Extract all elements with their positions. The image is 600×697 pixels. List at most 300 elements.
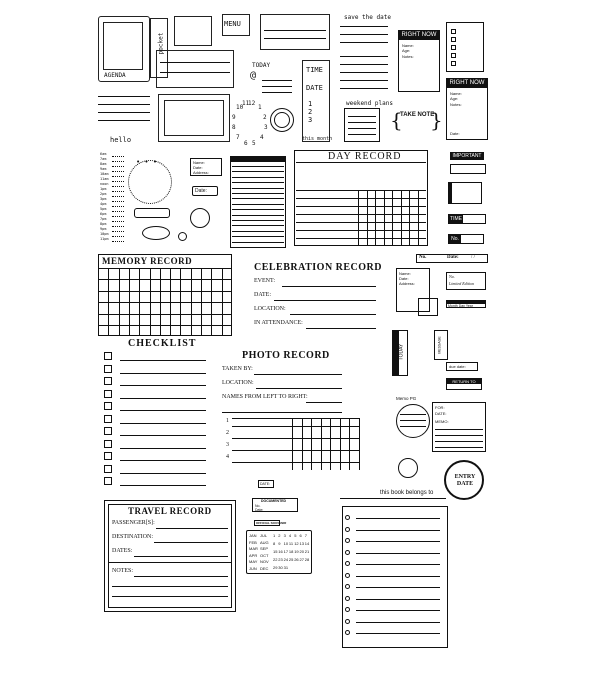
- sketch-label-agenda: AGENDA: [104, 72, 126, 79]
- schedule-time: 1pm: [100, 187, 107, 191]
- blank-tag-2: [448, 182, 482, 204]
- checklist-line[interactable]: [120, 360, 206, 361]
- memory-col: [180, 268, 181, 336]
- day-record-col: [401, 190, 402, 246]
- checkbox[interactable]: [451, 45, 456, 50]
- schedule-line: [112, 166, 124, 167]
- right-now-notes: Notes:: [402, 54, 414, 59]
- sketch-label-pocket: pocket: [157, 32, 165, 55]
- no-bar-label: No.: [419, 255, 427, 260]
- photo-row-number: 3: [226, 442, 229, 448]
- take-note-label: TAKE NOTE: [400, 112, 435, 118]
- lined-list-row: [232, 188, 284, 189]
- photo-col: [321, 418, 322, 470]
- sketch-line: [348, 128, 376, 129]
- sketch-line: [160, 72, 230, 73]
- schedule-time: 3pm: [100, 197, 107, 201]
- travel-title: TRAVEL RECORD: [128, 506, 212, 516]
- doc-no: No.: [255, 504, 261, 508]
- memo-card-line: [435, 447, 483, 448]
- memo-card-line: [435, 441, 483, 442]
- this-book-line[interactable]: [340, 498, 446, 499]
- calendar-day: 16: [278, 549, 283, 554]
- calendar-month: MAR: [249, 546, 258, 551]
- calendar-day: 2: [278, 533, 281, 538]
- notes-line[interactable]: [134, 576, 228, 577]
- schedule-line: [112, 231, 124, 232]
- checklist-checkbox[interactable]: [104, 477, 112, 485]
- sketch-label-today: TODAY: [252, 62, 271, 69]
- memory-col: [222, 268, 223, 336]
- memo-pg-label: Memo PG: [396, 396, 417, 401]
- schedule-time: 10pm: [100, 232, 109, 236]
- memory-col: [201, 268, 202, 336]
- notebook-line[interactable]: [356, 622, 440, 623]
- celebration-field-label: EVENT:: [254, 278, 276, 284]
- notebook-line[interactable]: [356, 610, 440, 611]
- checklist-checkbox[interactable]: [104, 365, 112, 373]
- dates-line[interactable]: [134, 556, 228, 557]
- celebration-field-line[interactable]: [282, 286, 376, 287]
- checklist-checkbox[interactable]: [104, 352, 112, 360]
- calendar-day: 6: [299, 533, 302, 538]
- checklist-line[interactable]: [120, 435, 206, 436]
- schedule-time: 2pm: [100, 192, 107, 196]
- calendar-month: APR: [249, 552, 258, 558]
- date-stamp: [258, 480, 274, 488]
- calendar-day: 24: [283, 557, 289, 562]
- sketch-label-this-month: this month: [302, 136, 333, 142]
- checkbox[interactable]: [451, 29, 456, 34]
- photo-row-line: [232, 418, 360, 419]
- notebook-hole: [345, 515, 350, 520]
- checklist-line[interactable]: [120, 398, 206, 399]
- notes-label: NOTES:: [112, 568, 133, 574]
- sketch-line: [340, 56, 388, 57]
- sketch-line: [98, 96, 150, 97]
- bracket-tag: [134, 208, 170, 218]
- checklist-line[interactable]: [120, 448, 206, 449]
- dates-label: DATES:: [112, 548, 133, 554]
- clock-number: 9: [232, 114, 236, 121]
- schedule-line: [112, 196, 124, 197]
- schedule-line: [112, 186, 124, 187]
- gauge-icon: [190, 208, 210, 228]
- checklist-line[interactable]: [120, 473, 206, 474]
- calendar-day: 14: [304, 541, 310, 546]
- memory-col: [170, 268, 171, 336]
- limited-edition-card: [446, 272, 486, 290]
- time-tag-label: TIME: [450, 216, 462, 222]
- date-tag: [192, 186, 218, 196]
- schedule-time: 11am: [100, 177, 109, 181]
- checklist-checkbox[interactable]: [104, 390, 112, 398]
- checklist-title: CHECKLIST: [128, 338, 197, 349]
- checkbox[interactable]: [451, 53, 456, 58]
- day-record-col: [358, 190, 359, 246]
- no-tag-label: No.: [449, 235, 461, 243]
- oval-tag: [142, 226, 170, 240]
- day-record-col: [375, 190, 376, 246]
- day-record-row: [296, 222, 426, 223]
- calendar-day: 21: [304, 549, 310, 554]
- celebration-title: CELEBRATION RECORD: [254, 262, 382, 273]
- official-souvenir-label: OFFICIAL SOUVENIR: [256, 521, 287, 525]
- checklist-line[interactable]: [120, 485, 206, 486]
- calendar-day: 20: [299, 549, 304, 554]
- sketch-line: [340, 34, 388, 35]
- schedule-time: 11pm: [100, 237, 109, 241]
- calendar-month: FEB: [249, 539, 257, 545]
- calendar-month: SEP: [260, 546, 269, 551]
- lined-card: [418, 298, 438, 316]
- right-now-title: RIGHT NOW: [399, 31, 439, 40]
- memo-label: MEMO:: [435, 419, 449, 424]
- blank-tag: [450, 164, 486, 174]
- schedule-time: 10am: [100, 172, 109, 176]
- return-to-tag: [446, 378, 482, 390]
- celebration-field-label: IN ATTENDANCE:: [254, 320, 303, 326]
- photo-col: [349, 418, 350, 470]
- memory-col: [108, 268, 109, 336]
- notebook-hole: [345, 527, 350, 532]
- photo-col: [359, 418, 360, 470]
- checklist-checkbox[interactable]: [104, 415, 112, 423]
- photo-row-line[interactable]: [232, 438, 360, 439]
- memory-col: [150, 268, 151, 336]
- card-date: Date:: [399, 276, 409, 281]
- calendar-month: JAN: [249, 533, 257, 538]
- memory-col: [119, 268, 120, 336]
- photo-row-number: 4: [226, 454, 229, 460]
- clock-number: 7: [236, 134, 240, 141]
- calendar-month: MAY: [249, 559, 258, 564]
- sketch-line: [340, 80, 388, 81]
- schedule-line: [112, 206, 124, 207]
- right-now-title-2: RIGHT NOW: [447, 79, 487, 88]
- notes-line[interactable]: [112, 596, 228, 597]
- celebration-field-label: LOCATION:: [254, 306, 286, 312]
- lined-list-row: [232, 177, 284, 178]
- memo-circle-line: [400, 426, 426, 427]
- schedule-time: 8am: [100, 162, 107, 166]
- calendar-day: 25: [288, 557, 294, 562]
- notebook-hole: [345, 619, 350, 624]
- checklist-checkbox[interactable]: [104, 377, 112, 385]
- lined-list-row: [232, 215, 284, 216]
- schedule-line: [112, 181, 124, 182]
- clock-number: 10: [236, 104, 244, 111]
- names-line[interactable]: [306, 402, 342, 403]
- lined-list: [230, 156, 286, 248]
- right-now-notes-2: Notes:: [450, 102, 462, 107]
- checklist-checkbox[interactable]: [104, 427, 112, 435]
- note-card: [344, 108, 380, 142]
- notebook-line[interactable]: [356, 530, 440, 531]
- notebook-hole: [345, 630, 350, 635]
- travel-divider: [108, 562, 232, 563]
- limited-no: No.: [449, 274, 455, 279]
- mdy-label: Month Day Year: [448, 304, 473, 308]
- calendar-day: 30: [278, 565, 283, 570]
- clock-number: 2: [263, 114, 267, 121]
- sketch-line: [262, 86, 292, 87]
- for-label: FOR:: [435, 405, 445, 410]
- notebook-line[interactable]: [356, 576, 440, 577]
- schedule-time: 9pm: [100, 227, 107, 231]
- date-slashes: / /: [471, 255, 476, 260]
- lined-list-row: [232, 182, 284, 183]
- celebration-field-line[interactable]: [274, 300, 376, 301]
- passengers-label: PASSENGER[S]:: [112, 520, 155, 526]
- photo-row-line[interactable]: [232, 462, 360, 463]
- clock-number: 6: [244, 140, 248, 147]
- no-tag: [448, 234, 484, 244]
- notebook-hole: [345, 596, 350, 601]
- sketch-label-time: TIME: [306, 66, 323, 74]
- notebook-line[interactable]: [356, 587, 440, 588]
- destination-line[interactable]: [154, 542, 228, 543]
- checklist-line[interactable]: [120, 373, 206, 374]
- schedule-line: [112, 226, 124, 227]
- day-record-row: [296, 206, 426, 207]
- sketch-line: [340, 26, 388, 27]
- lined-list-row: [232, 209, 284, 210]
- lined-list-row: [232, 171, 284, 172]
- no-date-bar: [416, 254, 488, 263]
- date-for-label: DATE:: [435, 411, 447, 416]
- day-record-rule: [296, 190, 426, 191]
- entry-date-label: ENTRY DATE: [454, 474, 476, 487]
- memory-record-title: MEMORY RECORD: [102, 256, 193, 266]
- schedule-line: [112, 216, 124, 217]
- notebook-line[interactable]: [356, 633, 440, 634]
- notebook-hole: [345, 561, 350, 566]
- message-tag: [434, 330, 448, 360]
- names-line-2[interactable]: [222, 412, 342, 413]
- clock-number: 4: [260, 134, 264, 141]
- day-record-row: [296, 214, 426, 215]
- checklist-line[interactable]: [120, 460, 206, 461]
- day-record-col: [409, 190, 410, 246]
- clock-number: 11: [242, 100, 250, 107]
- lined-list-row: [232, 204, 284, 205]
- schedule-line: [112, 171, 124, 172]
- memo-card-line: [435, 429, 483, 430]
- taken-by-line[interactable]: [254, 374, 342, 375]
- today-tag: [392, 330, 408, 376]
- photo-row-line[interactable]: [232, 426, 360, 427]
- memo-card-line: [435, 435, 483, 436]
- sketch-label-menu: MENU: [224, 20, 241, 28]
- calendar-month: OCT: [260, 552, 269, 558]
- clock-number: 12: [248, 100, 256, 107]
- schedule-time: 9am: [100, 167, 107, 171]
- sketch-label-weekend: weekend plans: [346, 100, 393, 107]
- right-now-age-2: Age:: [450, 96, 459, 101]
- memory-col: [160, 268, 161, 336]
- clock-number: 5: [252, 140, 256, 147]
- sketch-line: [98, 104, 150, 105]
- photo-row-line[interactable]: [232, 450, 360, 451]
- checkbox[interactable]: [451, 61, 456, 66]
- lined-list-row: [232, 193, 284, 194]
- notebook-hole: [345, 538, 350, 543]
- sketch-line: [348, 116, 376, 117]
- brace-right: }: [430, 108, 443, 132]
- sketch-at-symbol: @: [250, 70, 257, 81]
- location-line[interactable]: [256, 388, 342, 389]
- schedule-time: noon: [100, 182, 109, 186]
- day-record-col: [384, 190, 385, 246]
- calendar-day: 26: [294, 557, 299, 562]
- checkbox[interactable]: [451, 37, 456, 42]
- schedule-line: [112, 221, 124, 222]
- schedule-line: [112, 236, 124, 237]
- date-stamp-label: DATE:: [260, 482, 271, 486]
- schedule-line: [112, 191, 124, 192]
- calendar-day: 28: [304, 557, 310, 562]
- location-label: LOCATION:: [222, 380, 254, 386]
- day-record-row: [296, 238, 426, 239]
- taken-by-label: TAKEN BY:: [222, 366, 253, 372]
- calendar-month: AUG: [260, 539, 269, 545]
- sketch-frame-inner: [103, 22, 143, 70]
- sketch-wide-frame: [260, 14, 330, 50]
- memo-circle: [396, 404, 430, 438]
- date-label: Date:: [193, 165, 203, 170]
- card-name: Name:: [399, 271, 411, 276]
- checklist-line[interactable]: [120, 385, 206, 386]
- right-now-card: [398, 30, 440, 92]
- checklist-line[interactable]: [120, 423, 206, 424]
- sketch-line: [98, 120, 150, 121]
- schedule-time: 8pm: [100, 222, 107, 226]
- passengers-line[interactable]: [156, 528, 228, 529]
- return-to-label: RETURN TO: [447, 379, 481, 384]
- time-tag: [448, 214, 486, 224]
- names-label: NAMES FROM LEFT TO RIGHT:: [222, 394, 308, 400]
- right-now-name-2: Name:: [450, 91, 462, 96]
- sketch-line: [340, 72, 388, 73]
- schedule-time: 6am: [100, 152, 107, 156]
- notebook-hole: [345, 584, 350, 589]
- lined-list-header: [231, 157, 285, 162]
- day-record-col: [418, 190, 419, 246]
- sketch-line: [264, 30, 326, 31]
- clock-sketch-large: • • •: [136, 158, 158, 166]
- day-record-col: [392, 190, 393, 246]
- day-record-col: [367, 190, 368, 246]
- calendar-month: JUN: [249, 565, 257, 571]
- calendar-month: JUL: [260, 533, 268, 538]
- sketch-frame-medium: [156, 50, 234, 88]
- calendar-day: 23: [278, 557, 283, 562]
- sketch-line: [262, 92, 292, 93]
- lined-list-row: [232, 236, 284, 237]
- schedule-line: [112, 201, 124, 202]
- photo-col: [302, 418, 303, 470]
- celebration-field-line[interactable]: [290, 314, 376, 315]
- calendar-day: 27: [299, 557, 304, 562]
- right-now-card-2: [446, 78, 488, 140]
- notebook-line[interactable]: [356, 599, 440, 600]
- notebook-line[interactable]: [356, 564, 440, 565]
- schedule-time: 7pm: [100, 217, 107, 221]
- checklist-line[interactable]: [120, 410, 206, 411]
- calendar-day: 4: [288, 533, 292, 538]
- calendar-day: 5: [294, 533, 297, 538]
- lined-list-row: [232, 198, 284, 199]
- checklist-checkbox[interactable]: [104, 402, 112, 410]
- calendar-day: 3: [283, 533, 286, 538]
- calendar-day: 9: [278, 541, 281, 546]
- sketch-frame-small: [174, 16, 212, 46]
- documented-stamp: [252, 498, 298, 512]
- day-record-row: [296, 198, 426, 199]
- lined-list-row: [232, 242, 284, 243]
- notebook-hole: [345, 550, 350, 555]
- month-day-year-bar: [446, 300, 486, 308]
- memory-col: [129, 268, 130, 336]
- calendar-day: 1: [273, 533, 276, 538]
- memory-col: [191, 268, 192, 336]
- sketch-label-save-the-date: save the date: [344, 14, 391, 21]
- name-label: Name:: [193, 160, 205, 165]
- photo-row-number: 1: [226, 418, 229, 424]
- sketch-line: [348, 134, 376, 135]
- photo-col: [330, 418, 331, 470]
- checklist-checkbox[interactable]: [104, 452, 112, 460]
- sketch-line: [340, 42, 388, 43]
- lined-list-row: [232, 225, 284, 226]
- right-now-age: Age:: [402, 48, 411, 53]
- photo-col: [292, 418, 293, 470]
- card-address: Address:: [399, 281, 415, 286]
- celebration-field-line[interactable]: [306, 328, 376, 329]
- calendar-day: 18: [288, 549, 294, 554]
- checklist-checkbox[interactable]: [104, 440, 112, 448]
- due-date-label: due date:: [449, 364, 466, 369]
- calendar-day: 15: [273, 549, 278, 554]
- date-tag-label: Date:: [195, 188, 207, 194]
- sketch-label-date: DATE: [306, 84, 323, 92]
- photo-col: [311, 418, 312, 470]
- entry-date-stamp: [444, 460, 484, 500]
- calendar-month: NOV: [260, 559, 269, 564]
- sketch-line: [160, 62, 230, 63]
- checklist-checkbox[interactable]: [104, 465, 112, 473]
- calendar-day: 22: [273, 557, 278, 562]
- photo-record-title: PHOTO RECORD: [242, 350, 330, 361]
- destination-label: DESTINATION:: [112, 534, 153, 540]
- limited-edition-label: Limited Edition: [449, 281, 474, 286]
- calendar-day: 11: [288, 541, 294, 546]
- notebook-line[interactable]: [356, 553, 440, 554]
- calendar-day: 7: [304, 533, 308, 538]
- notes-line[interactable]: [112, 586, 228, 587]
- brace-left: {: [390, 108, 403, 132]
- notebook-line[interactable]: [356, 518, 440, 519]
- this-book-label: this book belongs to: [380, 490, 434, 496]
- schedule-line: [112, 241, 124, 242]
- lined-list-row: [232, 220, 284, 221]
- calendar-day: 8: [273, 541, 276, 546]
- notebook-line[interactable]: [356, 541, 440, 542]
- right-now-date-2: Date:: [450, 131, 460, 136]
- photo-col: [340, 418, 341, 470]
- clock-number: 3: [264, 124, 268, 131]
